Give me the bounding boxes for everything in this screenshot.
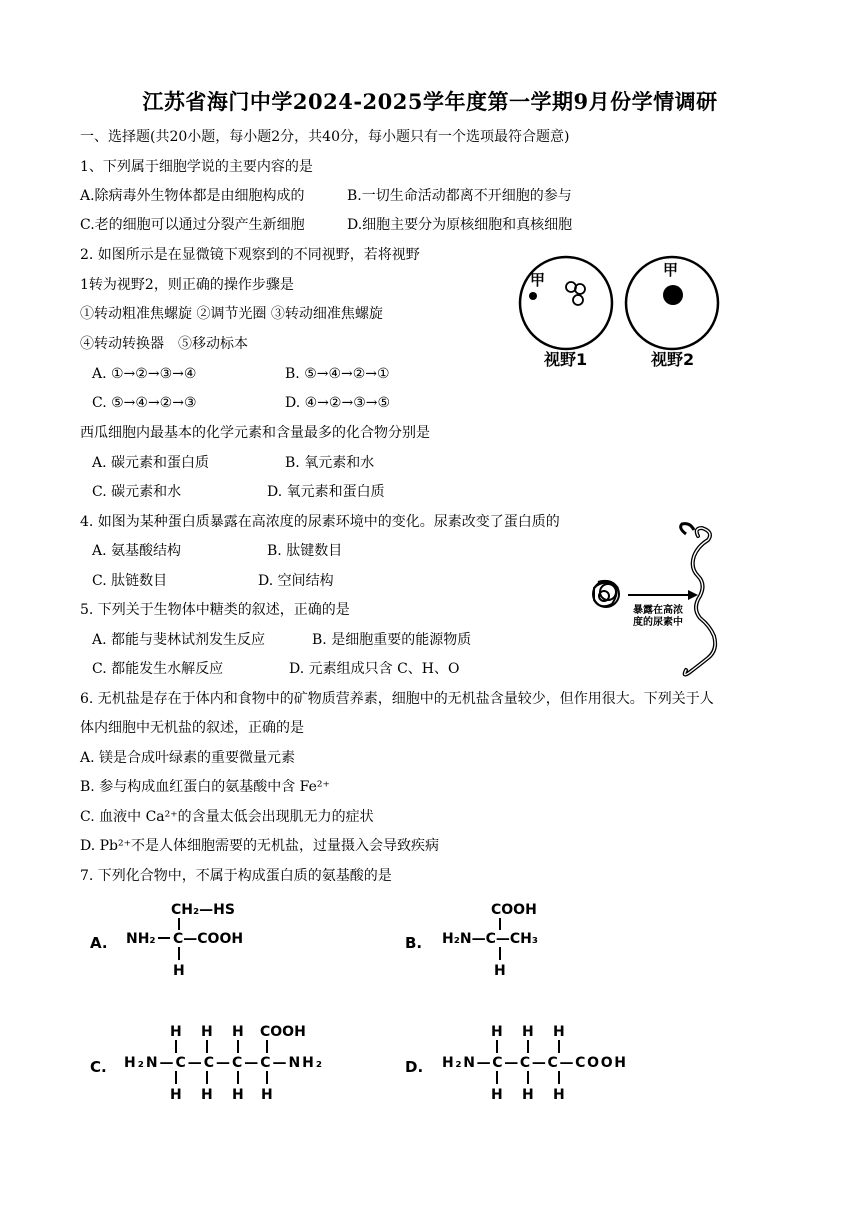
page-title: 江苏省海门中学2024-2025学年度第一学期9月份学情调研: [142, 89, 718, 114]
unfolded-chain-outer: [685, 528, 715, 675]
q3-option-b: B. 氧元素和水: [285, 455, 375, 471]
field-1-jia: 甲: [530, 271, 546, 289]
q7-b-cooh: COOH: [491, 902, 537, 918]
field-2-label: 视野2: [651, 350, 695, 369]
q7-structure-b: [400, 898, 600, 982]
q4-stem: 4. 如图为某种蛋白质暴露在高浓度的尿素环境中的变化。尿素改变了蛋白质的: [80, 514, 560, 530]
field-1-label: 视野1: [544, 350, 588, 369]
q7-d-label: D.: [405, 1058, 424, 1076]
q1-option-b: B.一切生命活动都离不开细胞的参与: [347, 188, 572, 204]
q3-stem: 西瓜细胞内最基本的化学元素和含量最多的化合物分别是: [80, 425, 430, 441]
q7-c-label: C.: [90, 1058, 107, 1076]
q4-option-a: A. 氨基酸结构: [92, 543, 182, 559]
q2-stem-line2: 1转为视野2，则正确的操作步骤是: [80, 277, 294, 293]
q5-option-d: D. 元素组成只含 C、H、O: [289, 661, 460, 677]
q1-stem: 1、下列属于细胞学说的主要内容的是: [80, 159, 313, 175]
q2-option-c: C. ⑤→④→②→③: [92, 395, 197, 411]
q5-option-b: B. 是细胞重要的能源物质: [312, 632, 472, 648]
q7-d-h-top: H: [522, 1024, 534, 1040]
q5-stem: 5. 下列关于生物体中糖类的叙述，正确的是: [80, 602, 350, 618]
q1-option-c: C.老的细胞可以通过分裂产生新细胞: [80, 217, 305, 233]
q7-d-main: H₂N—C—C—C—COOH: [442, 1055, 626, 1071]
fig-text-1: 暴露在高浓: [633, 605, 683, 616]
q7-stem: 7. 下列化合物中，不属于构成蛋白质的氨基酸的是: [80, 868, 392, 884]
q7-c-h-bottom: H: [201, 1087, 213, 1103]
q6-stem-line2: 体内细胞中无机盐的叙述，正确的是: [80, 720, 304, 736]
q4-option-c: C. 肽链数目: [92, 573, 168, 589]
q7-structure-d: [400, 1018, 640, 1108]
q5-option-c: C. 都能发生水解反应: [92, 661, 224, 677]
q1-option-a: A.除病毒外生物体都是由细胞构成的: [80, 188, 305, 204]
q7-b-label: B.: [405, 934, 423, 952]
q7-d-h-top: H: [553, 1024, 565, 1040]
q2-steps-line1: ①转动粗准焦螺旋 ②调节光圈 ③转动细准焦螺旋: [80, 306, 383, 322]
microscope-fields-figure: [510, 255, 750, 370]
field-2-jia: 甲: [663, 261, 679, 279]
q7-d-h-bottom: H: [522, 1087, 534, 1103]
q7-structure-c: [84, 1018, 344, 1108]
q3-option-c: C. 碳元素和水: [92, 484, 182, 500]
section-heading: 一、选择题(共20小题，每小题2分，共40分，每小题只有一个选项最符合题意): [80, 129, 570, 145]
q7-c-h-top: H: [232, 1024, 244, 1040]
q1-option-d: D.细胞主要分为原核细胞和真核细胞: [347, 217, 573, 233]
field-1-cell: [573, 295, 583, 305]
q3-option-d: D. 氧元素和蛋白质: [267, 484, 385, 500]
q7-a-side-chain: CH₂—HS: [171, 902, 235, 918]
q7-b-main: H₂N—C—CH₃: [442, 931, 538, 947]
chain-end-loop: [681, 524, 694, 534]
q7-c-h-bottom: H: [170, 1087, 182, 1103]
q7-c-h-top: H: [201, 1024, 213, 1040]
folded-protein-icon: [593, 581, 619, 607]
q4-option-d: D. 空间结构: [258, 573, 334, 589]
q6-option-d: D. Pb²⁺不是人体细胞需要的无机盐，过量摄入会导致疾病: [80, 838, 440, 854]
q2-option-b: B. ⑤→④→②→①: [285, 366, 390, 382]
q7-structure-a: [84, 898, 284, 982]
q7-c-h-top: H: [170, 1024, 182, 1040]
q2-option-d: D. ④→②→③→⑤: [285, 395, 391, 411]
q7-a-h: H: [173, 963, 185, 979]
q7-b-h: H: [494, 963, 506, 979]
q7-c-cooh: COOH: [260, 1024, 306, 1040]
q6-stem-line1: 6. 无机盐是存在于体内和食物中的矿物质营养素，细胞中的无机盐含量较少，但作用很大。下列关于人: [80, 691, 714, 707]
q7-a-label: A.: [90, 934, 108, 952]
q7-c-h-bottom: H: [261, 1087, 273, 1103]
field-1-dot: [529, 292, 537, 300]
q7-a-nh2: NH₂: [126, 931, 156, 947]
q7-c-h-bottom: H: [232, 1087, 244, 1103]
q3-option-a: A. 碳元素和蛋白质: [92, 455, 210, 471]
q7-d-h-top: H: [491, 1024, 503, 1040]
field-2-dot: [663, 285, 683, 305]
q6-option-b: B. 参与构成血红蛋白的氨基酸中含 Fe²⁺: [80, 779, 330, 795]
q2-stem-line1: 2. 如图所示是在显微镜下观察到的不同视野，若将视野: [80, 247, 420, 263]
q7-d-h-bottom: H: [553, 1087, 565, 1103]
protein-denaturation-figure: [582, 522, 752, 684]
q6-option-c: C. 血液中 Ca²⁺的含量太低会出现肌无力的症状: [80, 809, 374, 825]
q4-option-b: B. 肽键数目: [267, 543, 343, 559]
q2-steps-line2: ④转动转换器 ⑤移动标本: [80, 336, 248, 352]
q7-d-h-bottom: H: [491, 1087, 503, 1103]
fig-text-2: 度的尿素中: [633, 617, 683, 628]
q2-option-a: A. ①→②→③→④: [92, 366, 197, 382]
q7-c-main: H₂N—C—C—C—C—NH₂: [124, 1055, 322, 1071]
q6-option-a: A. 镁是合成叶绿素的重要微量元素: [80, 750, 296, 766]
q7-a-c-cooh: C—COOH: [173, 931, 244, 947]
q5-option-a: A. 都能与斐林试剂发生反应: [92, 632, 266, 648]
